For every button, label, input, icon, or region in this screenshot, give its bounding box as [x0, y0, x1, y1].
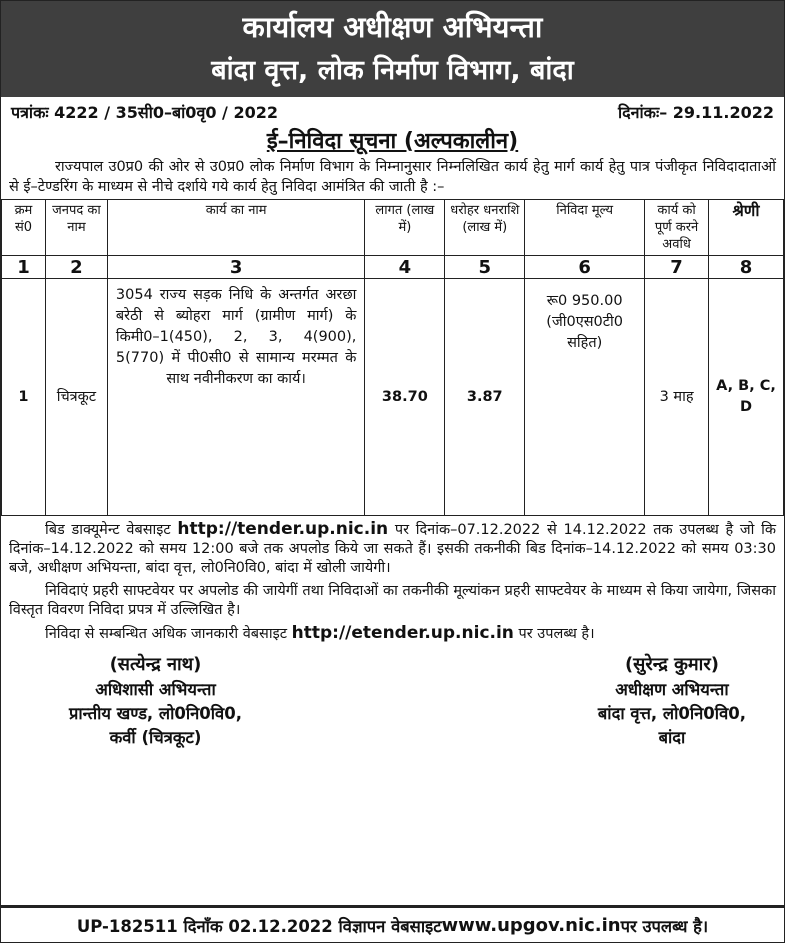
- signature-right: [598, 652, 746, 750]
- header-serial: क्रम सं0: [2, 200, 46, 256]
- letter-date: दिनांकः– 29.11.2022: [618, 103, 774, 122]
- col-number: 2: [45, 256, 107, 279]
- cell-completion-period: 3 माह: [645, 279, 709, 516]
- tender-table: [1, 199, 784, 516]
- signature-left: [69, 652, 242, 750]
- intro-paragraph: राज्यपाल उ0प्र0 की ओर से उ0प्र0 लोक निर्माण विभाग के निम्नानुसार निम्नलिखित कार्य हेतु मार्ग कार्य हेतु पात्र पंजीकृत निविदादाताओं से ई–टेण्डरिंग के माध्यम से नीचे दर्शाये गये कार्य हेतु निविदा आमंत्रित की जाती है :–: [9, 159, 776, 195]
- cell-tender-fee: रू0 950.00 (जी0एस0टी0 सहित): [525, 279, 645, 516]
- advertisement-footer: [1, 905, 784, 942]
- col-number: 8: [709, 256, 784, 279]
- signatory-name: (सुरेन्द्र कुमार): [624, 654, 719, 675]
- cell-cost: 38.70: [365, 279, 445, 516]
- paragraph-text: बिड डाक्यूमेन्ट वेबसाइट: [45, 522, 178, 538]
- signature-block: [1, 652, 784, 750]
- signatory-designation: अधिशासी अभियन्ता: [95, 680, 216, 699]
- paragraph-text: पर दिनांक–07.12.2022 से 14.12.2022 तक उपलब्ध है जो कि दिनांक–14.12.2022 को समय 12:00 बजे तक अपलोड किये जा सकते हैं। इसकी तकनीकी बिड दिनांक–14.12.2022 को समय 03:30 बजे, अधीक्षण अभियन्ता, बांदा वृत्त, लो0नि0वि0, बांदा में खोली जायेगी।: [9, 522, 776, 576]
- col-number: 5: [445, 256, 525, 279]
- more-info-paragraph: [1, 624, 784, 644]
- signatory-office: प्रान्तीय खण्ड, लो0नि0वि0,: [69, 704, 242, 723]
- signatory-location: कर्वी (चित्रकूट): [109, 728, 202, 747]
- signatory-office: बांदा वृत्त, लो0नि0वि0,: [597, 704, 746, 723]
- letter-number: पत्रांकः 4222 / 35सी0–बां0वृ0 / 2022: [11, 103, 278, 122]
- header-category: श्रेणी: [709, 200, 784, 256]
- table-row: [2, 279, 784, 516]
- header-work-name: कार्य का नाम: [107, 200, 365, 256]
- signatory-designation: अधीक्षण अभियन्ता: [615, 680, 729, 699]
- col-number: 4: [365, 256, 445, 279]
- col-number: 6: [525, 256, 645, 279]
- office-header: [1, 1, 784, 97]
- etender-website-link[interactable]: http://etender.up.nic.in: [291, 623, 514, 643]
- cell-district: चित्रकूट: [45, 279, 107, 516]
- bid-document-paragraph: [1, 520, 784, 578]
- header-cost: लागत (लाख में): [365, 200, 445, 256]
- paragraph-text: पर उपलब्ध है।: [513, 626, 595, 642]
- tender-website-link[interactable]: http://tender.up.nic.in: [177, 519, 389, 539]
- footer-text: पर उपलब्ध है।: [620, 916, 709, 936]
- office-title: कार्यालय अधीक्षण अभियन्ता: [242, 10, 543, 44]
- cell-serial: 1: [2, 279, 46, 516]
- header-tender-fee: निविदा मूल्य: [525, 200, 645, 256]
- col-number: 1: [2, 256, 46, 279]
- col-number: 7: [645, 256, 709, 279]
- notice-title: ई–निविदा सूचना (अल्पकालीन): [266, 129, 519, 154]
- cell-deposit: 3.87: [445, 279, 525, 516]
- office-subtitle: बांदा वृत्त, लोक निर्माण विभाग, बांदा: [211, 55, 574, 86]
- signatory-name: (सत्येन्द्र नाथ): [109, 654, 202, 675]
- header-completion-period: कार्य को पूर्ण करने अवधि: [645, 200, 709, 256]
- header-district: जनपद का नाम: [45, 200, 107, 256]
- paragraph-text: निविदा से सम्बन्धित अधिक जानकारी वेबसाइट: [45, 626, 292, 642]
- signatory-location: बांदा: [658, 728, 686, 747]
- header-deposit: धरोहर धनराशि (लाख में): [445, 200, 525, 256]
- table-header-row: [2, 200, 784, 256]
- prahari-paragraph: निविदाएं प्रहरी साफ्टवेयर पर अपलोड की जायेगीं तथा निविदाओं का तकनीकी मूल्यांकन प्रहरी साफ्टवेयर के माध्यम से किया जायेगा, जिसका विस्तृत विवरण निविदा प्रपत्र में उल्लिखित है।: [9, 583, 776, 618]
- reference-row: [1, 97, 784, 125]
- cell-category: A, B, C, D: [709, 279, 784, 516]
- footer-text: UP-182511 दिनाँक 02.12.2022 विज्ञापन वेबसाइट: [76, 916, 442, 936]
- cell-work-name: 3054 राज्य सड़क निधि के अन्तर्गत अरछा बरेठी से ब्योहरा मार्ग (ग्रामीण मार्ग) के किमी0–1(450), 2, 3, 4(900), 5(770) में पी0सी0 से सामान्य मरम्मत के साथ नवीनीकरण का कार्य।: [107, 279, 365, 516]
- col-number: 3: [107, 256, 365, 279]
- upgov-website-link[interactable]: www.upgov.nic.in: [441, 914, 621, 936]
- table-number-row: [2, 256, 784, 279]
